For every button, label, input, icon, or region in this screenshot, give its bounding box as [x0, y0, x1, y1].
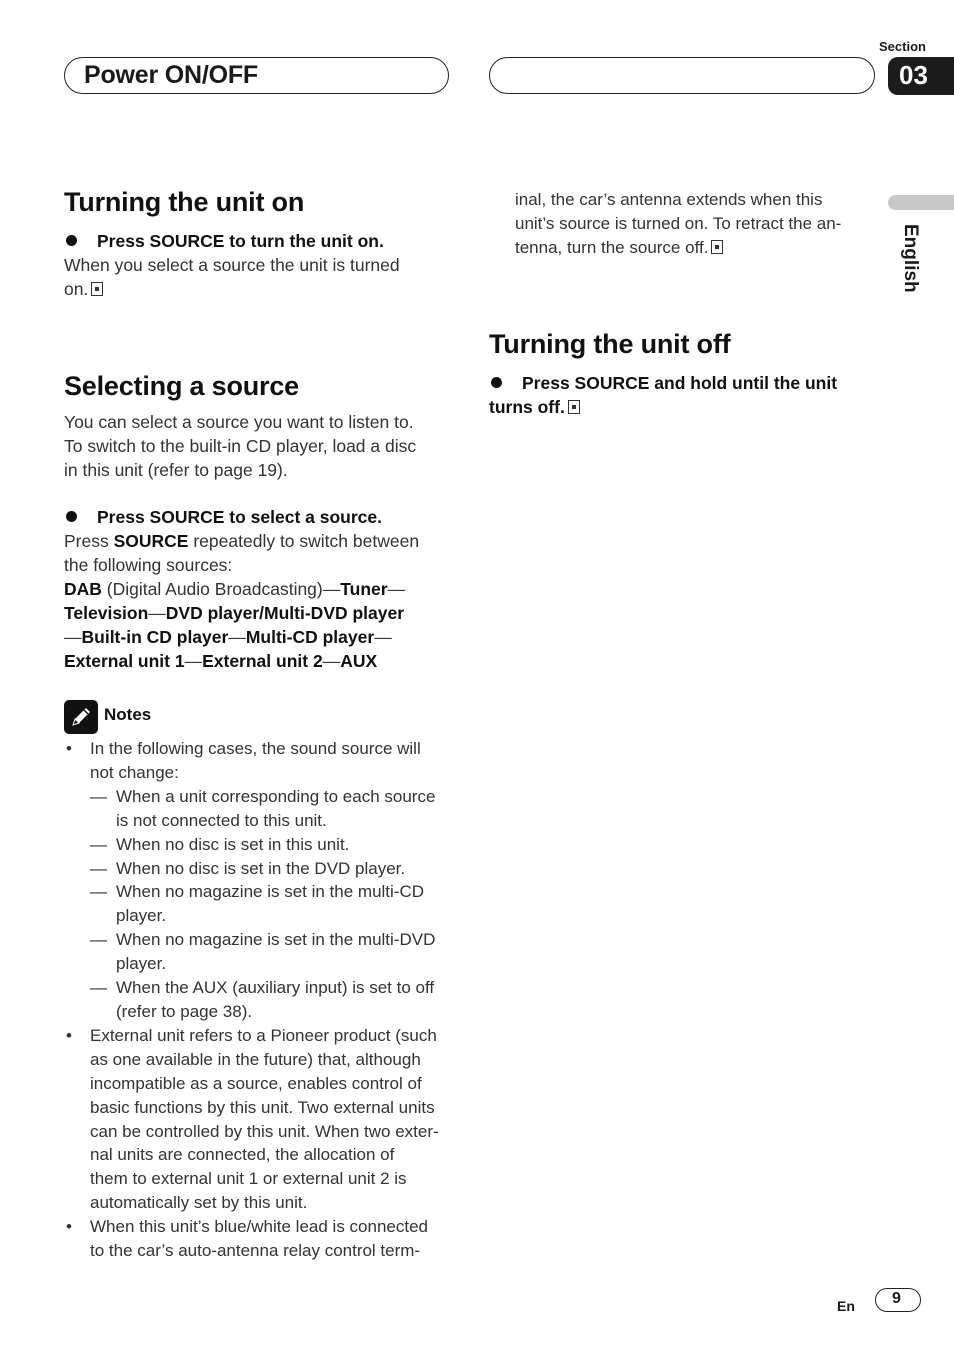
bullet-dot-icon — [66, 235, 77, 246]
list-item: • When this unit’s blue/white lead is connected to the car’s auto-antenna relay control term- — [64, 1215, 456, 1263]
bullet-dot-icon — [66, 511, 77, 522]
page-number: 9 — [892, 1290, 901, 1307]
list-subitem: — When no magazine is set in the multi-DVD player. — [90, 930, 436, 974]
section-number: 03 — [899, 60, 928, 90]
heading-turning-off: Turning the unit off — [489, 329, 731, 359]
page-number-pill — [875, 1288, 921, 1312]
list-subitem: — When no disc is set in the DVD player. — [90, 858, 406, 878]
heading-turning-on: Turning the unit on — [64, 187, 305, 217]
page-title-pill — [64, 57, 449, 94]
instruction-turn-on: Press SOURCE to turn the unit on. — [66, 229, 384, 253]
page-title: Power ON/OFF — [84, 61, 259, 89]
end-mark-icon — [91, 282, 103, 296]
list-subitem: — When no disc is set in this unit. — [90, 834, 350, 854]
instruction-select-source: Press SOURCE to select a source. — [66, 505, 382, 529]
language-tab-label: English — [900, 224, 921, 293]
footer-language-code: En — [837, 1298, 855, 1314]
end-mark-icon — [568, 400, 580, 414]
list-item: • External unit refers to a Pioneer product (such as one available in the future) that, although incompatible as a source, enables control of basic functions by this unit. Two external units can be controlled by this unit. When two exter- nal units are connected, the allocation of them to external unit 1 or external unit 2 is automatically set by this unit. — [64, 1024, 456, 1215]
end-mark-icon — [711, 240, 723, 254]
bullet-dot-icon — [491, 377, 502, 388]
section-label: Section — [879, 39, 926, 54]
language-tab-bar — [888, 195, 954, 210]
section-number-badge — [888, 57, 954, 95]
list-subitem: — When no magazine is set in the multi-CD player. — [90, 882, 425, 926]
header-empty-pill — [489, 57, 875, 94]
instruction-turn-off: Press SOURCE and hold until the unit turns off. — [489, 373, 838, 417]
notes-label: Notes — [104, 705, 152, 724]
list-subitem: — When a unit corresponding to each source is not connected to this unit. — [90, 786, 436, 830]
list-item: • In the following cases, the sound source will not change: — [64, 737, 456, 785]
notes-list — [64, 737, 456, 1263]
notes-pencil-icon — [64, 700, 98, 734]
heading-selecting-source: Selecting a source — [64, 371, 299, 401]
list-subitem: — When the AUX (auxiliary input) is set to off (refer to page 38). — [90, 978, 435, 1021]
selecting-source-intro: You can select a source you want to listen to. To switch to the built-in CD player, load a disc in this unit (refer to page 19). — [64, 412, 417, 480]
turning-on-body: When you select a source the unit is turned on. — [64, 255, 400, 299]
source-cycle-text: Press SOURCE repeatedly to switch between the following sources: DAB (Digital Audio Broadcasting)—Tuner— Television—DVD player/Multi-DVD player —Built-in CD player—Multi-CD player— External unit 1—External unit 2—AUX — [64, 531, 420, 671]
continued-note-text: inal, the car’s antenna extends when this unit’s source is turned on. To retract the an- tenna, turn the source off. — [515, 190, 842, 257]
